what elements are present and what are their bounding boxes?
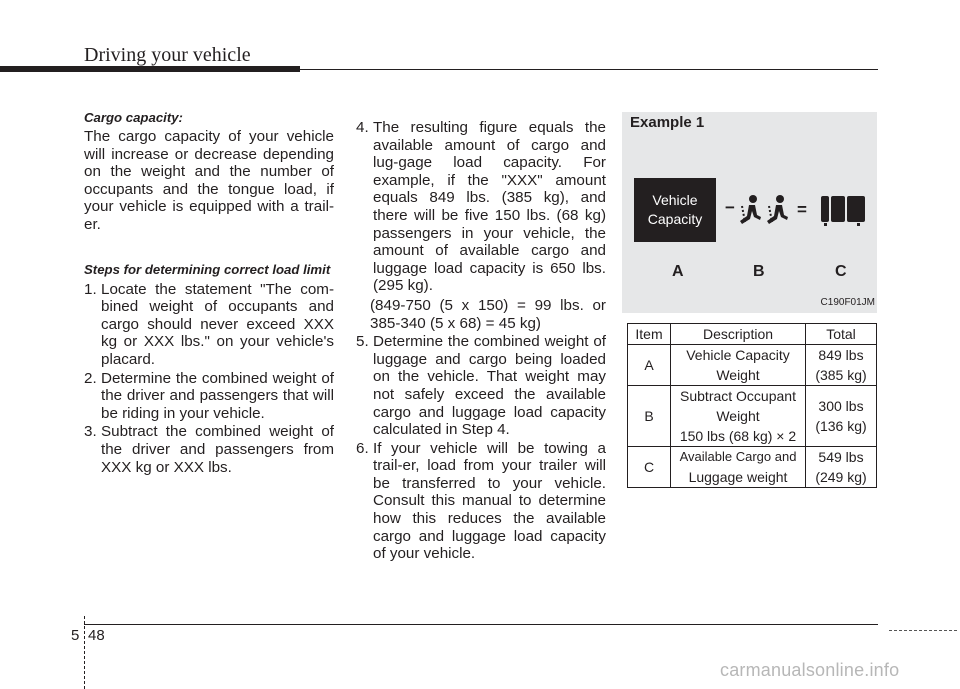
step-text: Determine the combined weight of the driver and passengers that will be riding in your vehicle.: [101, 369, 334, 422]
step-number: 3.: [84, 423, 97, 441]
item-cell: A: [628, 345, 671, 386]
description-line: 150 lbs (68 kg) × 2: [679, 428, 797, 444]
cargo-capacity-paragraph: The cargo capacity of your vehicle will increase or decrease depending on the weight and the number of occupants and the tongue load, if your vehicle is equipped with a trail-er.: [84, 128, 334, 233]
label-a: A: [672, 263, 684, 280]
calculation-note: (849-750 (5 x 150) = 99 lbs. or 385-340 (5 x 68) = 45 kg): [370, 296, 606, 332]
label-c: C: [835, 263, 847, 280]
total-line: (249 kg): [815, 469, 867, 485]
step-text: Locate the statement "The com-bined weight of occupants and cargo should never exceed XXX kg or XXX lbs." on your vehicle's placard.: [101, 280, 334, 368]
seated-person-icon: [740, 194, 762, 226]
step-text: Determine the combined weight of luggage and cargo being loaded on the vehicle. That weight may not safely exceed the available cargo and luggage load capacity calculated in Step 4.: [373, 333, 606, 439]
item-cell: C: [628, 447, 671, 488]
description-line: Luggage weight: [688, 469, 788, 485]
table-row: [628, 345, 877, 386]
footer-divider: [84, 616, 86, 689]
step-text: Subtract the combined weight of the driver and passengers from XXX kg or XXX lbs.: [101, 423, 334, 476]
step-number: 5.: [356, 333, 369, 351]
label-b: B: [753, 263, 765, 280]
list-item: [356, 119, 606, 295]
left-column: [84, 110, 334, 476]
list-item: [356, 440, 606, 563]
column-header: Description: [671, 324, 806, 345]
total-cell: [806, 386, 877, 447]
total-line: (136 kg): [815, 418, 867, 434]
minus-sign: −: [725, 198, 735, 217]
watermark: carmanualsonline.info: [720, 660, 900, 680]
cargo-seat-icon: [821, 196, 865, 226]
section-title: Driving your vehicle: [84, 44, 251, 66]
figure-code: C190F01JM: [820, 297, 875, 308]
seated-person-icon: [767, 194, 789, 226]
total-line: (385 kg): [815, 367, 867, 383]
footer-rule: [84, 624, 878, 625]
cargo-capacity-heading: Cargo capacity:: [84, 110, 183, 125]
header-rule: [300, 69, 878, 70]
header-bar: [0, 66, 300, 72]
section-number: 5: [71, 627, 80, 644]
steps-heading: Steps for determining correct load limit: [84, 261, 331, 277]
list-item: [356, 333, 606, 439]
step-text: The resulting figure equals the available amount of cargo and lug-gage load capacity. For example, if the "XXX" amount equals 849 lbs. (385 kg), and there will be five 150 lbs. (68 kg) passengers in your vehicle, the amount of available cargo and luggage load capacity is 650 lbs. (295 kg).: [373, 119, 606, 295]
vehicle-capacity-box: [634, 178, 716, 242]
description-line: Available Cargo and: [679, 449, 797, 464]
total-line: 549 lbs: [818, 449, 864, 465]
vehicle-capacity-line1: Vehicle: [652, 192, 698, 208]
total-line: 849 lbs: [818, 347, 864, 363]
description-line: Weight: [716, 408, 760, 424]
list-item: [84, 281, 334, 369]
table-row: [628, 447, 877, 488]
vehicle-capacity-line2: Capacity: [647, 211, 703, 227]
description-line: Weight: [716, 367, 760, 383]
step-text: If your vehicle will be towing a trail-er, load from your trailer will be transferred to your vehicle. Consult this manual to determine how this reduces the available cargo and luggage load capacity of your vehicle.: [373, 439, 606, 563]
example-title: Example 1: [630, 114, 705, 131]
table-header-row: [628, 324, 877, 345]
step-number: 4.: [356, 119, 369, 136]
description-cell: [671, 447, 806, 488]
description-cell: [671, 345, 806, 386]
list-item: [84, 423, 334, 476]
capacity-table: [627, 323, 877, 488]
total-line: 300 lbs: [818, 398, 864, 414]
total-cell: [806, 447, 877, 488]
example-figure: [622, 112, 877, 313]
description-line: Vehicle Capacity: [686, 347, 790, 363]
description-line: Subtract Occupant: [680, 388, 796, 404]
page-number: 48: [88, 627, 105, 644]
equals-sign: =: [797, 200, 807, 219]
list-item: [84, 370, 334, 423]
middle-column: [356, 119, 606, 563]
description-cell: [671, 386, 806, 447]
crop-mark: [889, 630, 957, 632]
column-header: Item: [628, 324, 671, 345]
table-row: [628, 386, 877, 447]
step-number: 1.: [84, 280, 97, 298]
total-cell: [806, 345, 877, 386]
step-number: 6.: [356, 439, 369, 457]
item-cell: B: [628, 386, 671, 447]
step-number: 2.: [84, 369, 97, 387]
column-header: Total: [806, 324, 877, 345]
